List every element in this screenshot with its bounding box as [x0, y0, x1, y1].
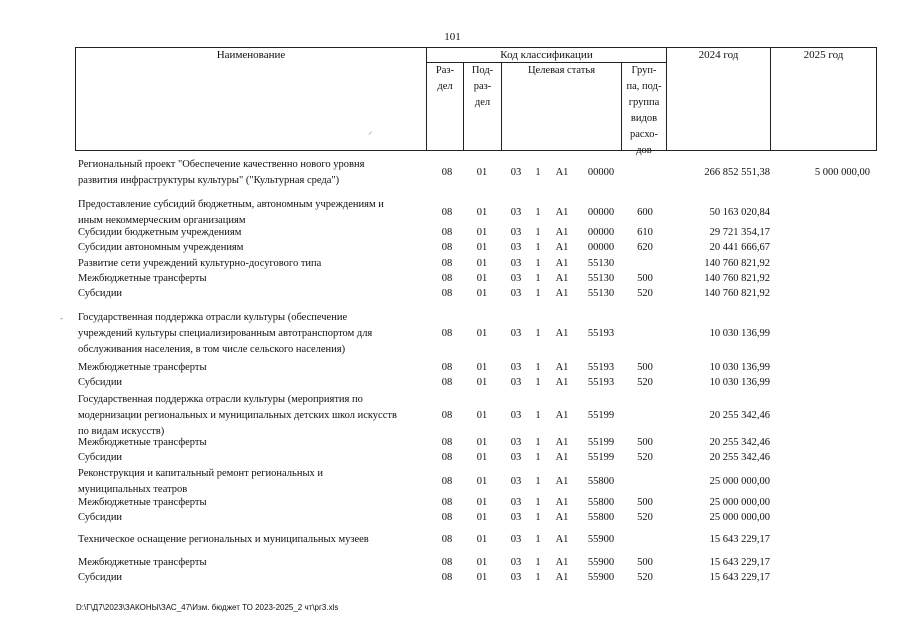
- cell-target-direction: 55193: [587, 377, 615, 388]
- cell-target-subprogram: 1: [535, 534, 541, 545]
- cell-target-direction: 55800: [587, 476, 615, 487]
- table-row: [0, 392, 905, 440]
- cell-amount-2024: 29 721 354,17: [709, 227, 770, 238]
- scan-mark: -: [60, 313, 63, 323]
- table-row: [0, 466, 905, 498]
- cell-razdel: 08: [441, 207, 453, 218]
- row-name: Межбюджетные трансферты: [78, 437, 207, 448]
- cell-amount-2024: 20 255 342,46: [709, 437, 770, 448]
- cell-target-program: 03: [510, 572, 522, 583]
- cell-target-program: 03: [510, 476, 522, 487]
- cell-razdel: 08: [441, 557, 453, 568]
- cell-razdel: 08: [441, 362, 453, 373]
- cell-razdel: 08: [441, 437, 453, 448]
- cell-target-subprogram: 1: [535, 207, 541, 218]
- cell-target-direction: 55130: [587, 288, 615, 299]
- cell-target-project: A1: [555, 328, 569, 339]
- cell-amount-2024: 10 030 136,99: [709, 362, 770, 373]
- cell-amount-2025: 5 000 000,00: [814, 167, 870, 178]
- table-row: [0, 375, 905, 391]
- cell-razdel: 08: [441, 328, 453, 339]
- cell-target-direction: 00000: [587, 207, 615, 218]
- scan-mark: ⸝: [368, 126, 373, 136]
- cell-target-subprogram: 1: [535, 288, 541, 299]
- cell-target-direction: 55199: [587, 410, 615, 421]
- cell-target-project: A1: [555, 497, 569, 508]
- table-row: [0, 360, 905, 376]
- cell-target-program: 03: [510, 557, 522, 568]
- cell-target-subprogram: 1: [535, 377, 541, 388]
- cell-razdel: 08: [441, 273, 453, 284]
- cell-target-subprogram: 1: [535, 410, 541, 421]
- cell-razdel: 08: [441, 452, 453, 463]
- cell-target-program: 03: [510, 512, 522, 523]
- row-name: Субсидии бюджетным учреждениям: [78, 227, 242, 238]
- cell-razdel: 08: [441, 572, 453, 583]
- cell-target-project: A1: [555, 452, 569, 463]
- header-2024: 2024 год: [698, 49, 739, 61]
- cell-target-subprogram: 1: [535, 167, 541, 178]
- cell-podrazdel: 01: [476, 207, 488, 218]
- cell-target-program: 03: [510, 258, 522, 269]
- header-group: Груп- па, под- группа видов расхо- дов: [626, 65, 662, 156]
- cell-target-project: A1: [555, 167, 569, 178]
- cell-podrazdel: 01: [476, 167, 488, 178]
- cell-target-program: 03: [510, 273, 522, 284]
- cell-target-direction: 55199: [587, 437, 615, 448]
- cell-podrazdel: 01: [476, 362, 488, 373]
- cell-amount-2024: 15 643 229,17: [709, 534, 770, 545]
- cell-razdel: 08: [441, 227, 453, 238]
- cell-podrazdel: 01: [476, 273, 488, 284]
- cell-target-subprogram: 1: [535, 497, 541, 508]
- cell-podrazdel: 01: [476, 227, 488, 238]
- cell-target-subprogram: 1: [535, 512, 541, 523]
- cell-target-program: 03: [510, 362, 522, 373]
- cell-expense-type: 500: [637, 437, 653, 448]
- table-row: [0, 310, 905, 358]
- cell-razdel: 08: [441, 167, 453, 178]
- cell-target-program: 03: [510, 288, 522, 299]
- table-row: [0, 256, 905, 272]
- table-row: [0, 271, 905, 287]
- page-number: 101: [444, 31, 461, 43]
- cell-target-subprogram: 1: [535, 452, 541, 463]
- cell-podrazdel: 01: [476, 452, 488, 463]
- cell-podrazdel: 01: [476, 258, 488, 269]
- cell-target-subprogram: 1: [535, 572, 541, 583]
- cell-amount-2024: 20 441 666,67: [709, 242, 770, 253]
- table-row: [0, 510, 905, 526]
- cell-podrazdel: 01: [476, 242, 488, 253]
- table-row: [0, 450, 905, 466]
- cell-target-program: 03: [510, 497, 522, 508]
- cell-target-direction: 55130: [587, 258, 615, 269]
- cell-target-subprogram: 1: [535, 227, 541, 238]
- cell-amount-2024: 10 030 136,99: [709, 328, 770, 339]
- cell-target-direction: 00000: [587, 227, 615, 238]
- cell-target-project: A1: [555, 512, 569, 523]
- cell-target-program: 03: [510, 207, 522, 218]
- cell-target-program: 03: [510, 242, 522, 253]
- table-row: [0, 435, 905, 451]
- header-razdel: Раз- дел: [435, 65, 455, 92]
- table-row: [0, 240, 905, 256]
- cell-target-project: A1: [555, 288, 569, 299]
- cell-target-subprogram: 1: [535, 437, 541, 448]
- cell-target-direction: 55900: [587, 572, 615, 583]
- cell-target-project: A1: [555, 557, 569, 568]
- cell-razdel: 08: [441, 476, 453, 487]
- cell-razdel: 08: [441, 258, 453, 269]
- cell-target-project: A1: [555, 534, 569, 545]
- row-name: Межбюджетные трансферты: [78, 273, 207, 284]
- cell-target-program: 03: [510, 437, 522, 448]
- cell-razdel: 08: [441, 288, 453, 299]
- cell-target-program: 03: [510, 452, 522, 463]
- cell-expense-type: 520: [637, 288, 653, 299]
- cell-target-subprogram: 1: [535, 258, 541, 269]
- cell-amount-2024: 140 760 821,92: [704, 288, 770, 299]
- row-name: Субсидии: [78, 512, 123, 523]
- cell-expense-type: 500: [637, 362, 653, 373]
- cell-target-direction: 00000: [587, 242, 615, 253]
- cell-target-project: A1: [555, 377, 569, 388]
- cell-expense-type: 520: [637, 452, 653, 463]
- cell-podrazdel: 01: [476, 572, 488, 583]
- cell-target-program: 03: [510, 377, 522, 388]
- cell-target-subprogram: 1: [535, 273, 541, 284]
- cell-razdel: 08: [441, 377, 453, 388]
- cell-podrazdel: 01: [476, 557, 488, 568]
- cell-podrazdel: 01: [476, 288, 488, 299]
- cell-target-project: A1: [555, 572, 569, 583]
- cell-target-subprogram: 1: [535, 557, 541, 568]
- cell-target-direction: 55900: [587, 534, 615, 545]
- cell-podrazdel: 01: [476, 534, 488, 545]
- cell-target-project: A1: [555, 437, 569, 448]
- cell-expense-type: 500: [637, 557, 653, 568]
- table-row: [0, 157, 905, 189]
- cell-razdel: 08: [441, 242, 453, 253]
- cell-target-subprogram: 1: [535, 242, 541, 253]
- row-name: Техническое оснащение региональных и муниципальных музеев: [78, 534, 369, 545]
- cell-target-project: A1: [555, 242, 569, 253]
- cell-target-project: A1: [555, 362, 569, 373]
- cell-target-program: 03: [510, 534, 522, 545]
- cell-podrazdel: 01: [476, 512, 488, 523]
- cell-target-direction: 55900: [587, 557, 615, 568]
- cell-expense-type: 520: [637, 512, 653, 523]
- row-name: Реконструкция и капитальный ремонт региональных и муниципальных театров: [78, 468, 323, 495]
- cell-target-project: A1: [555, 227, 569, 238]
- row-name: Субсидии: [78, 452, 123, 463]
- table-row: [0, 495, 905, 511]
- cell-podrazdel: 01: [476, 410, 488, 421]
- cell-amount-2024: 20 255 342,46: [709, 410, 770, 421]
- cell-target-subprogram: 1: [535, 476, 541, 487]
- row-name: Субсидии: [78, 377, 123, 388]
- header-podrazdel: Под- раз- дел: [471, 65, 494, 108]
- cell-target-direction: 55193: [587, 328, 615, 339]
- cell-target-program: 03: [510, 328, 522, 339]
- row-name: Межбюджетные трансферты: [78, 497, 207, 508]
- table-row: [0, 570, 905, 586]
- footer-path: D:\Г\Д7\2023\ЗАКОНЫ\ЗАС_47\Изм. бюджет ТО 2023-2025_2 чт\рг3.xls: [76, 603, 339, 612]
- cell-amount-2024: 266 852 551,38: [704, 167, 770, 178]
- row-name: Государственная поддержка отрасли культуры (обеспечение учреждений культуры специализированным автотранспортом для обслуживания населения, в том числе сельского населения): [78, 312, 373, 355]
- row-name: Государственная поддержка отрасли культуры (мероприятия по модернизации региональных и муниципальных детских школ искусств по видам искусств): [78, 394, 397, 437]
- row-name: Развитие сети учреждений культурно-досугового типа: [78, 258, 322, 269]
- cell-amount-2024: 140 760 821,92: [704, 258, 770, 269]
- cell-amount-2024: 25 000 000,00: [709, 497, 770, 508]
- cell-podrazdel: 01: [476, 377, 488, 388]
- cell-target-direction: 55130: [587, 273, 615, 284]
- cell-amount-2024: 25 000 000,00: [709, 476, 770, 487]
- cell-target-subprogram: 1: [535, 362, 541, 373]
- cell-expense-type: 620: [637, 242, 653, 253]
- table-row: [0, 286, 905, 302]
- cell-podrazdel: 01: [476, 497, 488, 508]
- row-name: Предоставление субсидий бюджетным, автономным учреждениям и иным некоммерческим организациям: [78, 199, 384, 226]
- cell-expense-type: 500: [637, 273, 653, 284]
- cell-target-direction: 55800: [587, 497, 615, 508]
- cell-podrazdel: 01: [476, 476, 488, 487]
- cell-podrazdel: 01: [476, 328, 488, 339]
- cell-amount-2024: 140 760 821,92: [704, 273, 770, 284]
- cell-expense-type: 520: [637, 572, 653, 583]
- cell-amount-2024: 10 030 136,99: [709, 377, 770, 388]
- header-name: Наименование: [216, 49, 286, 61]
- cell-amount-2024: 15 643 229,17: [709, 557, 770, 568]
- cell-target-direction: 55193: [587, 362, 615, 373]
- row-name: Субсидии автономным учреждениям: [78, 242, 244, 253]
- cell-razdel: 08: [441, 410, 453, 421]
- table-row: [0, 532, 905, 548]
- cell-razdel: 08: [441, 534, 453, 545]
- cell-target-project: A1: [555, 476, 569, 487]
- cell-target-project: A1: [555, 410, 569, 421]
- header-target: Целевая статья: [527, 65, 596, 76]
- cell-target-direction: 55199: [587, 452, 615, 463]
- row-name: Субсидии: [78, 288, 123, 299]
- cell-podrazdel: 01: [476, 437, 488, 448]
- cell-expense-type: 610: [637, 227, 653, 238]
- table-row: [0, 225, 905, 241]
- cell-target-project: A1: [555, 273, 569, 284]
- header-2025: 2025 год: [803, 49, 844, 61]
- cell-target-program: 03: [510, 410, 522, 421]
- row-name: Межбюджетные трансферты: [78, 362, 207, 373]
- header-code-group: Код классификации: [500, 49, 593, 61]
- row-name: Региональный проект "Обеспечение качественно нового уровня развития инфраструктуры культуры" ("Культурная среда"): [78, 159, 365, 186]
- cell-target-direction: 00000: [587, 167, 615, 178]
- cell-razdel: 08: [441, 497, 453, 508]
- row-name: Межбюджетные трансферты: [78, 557, 207, 568]
- cell-razdel: 08: [441, 512, 453, 523]
- table-row: [0, 555, 905, 571]
- cell-expense-type: 600: [637, 207, 653, 218]
- cell-amount-2024: 25 000 000,00: [709, 512, 770, 523]
- cell-expense-type: 520: [637, 377, 653, 388]
- cell-expense-type: 500: [637, 497, 653, 508]
- cell-target-project: A1: [555, 207, 569, 218]
- cell-amount-2024: 50 163 020,84: [709, 207, 770, 218]
- cell-target-direction: 55800: [587, 512, 615, 523]
- cell-target-program: 03: [510, 227, 522, 238]
- cell-target-project: A1: [555, 258, 569, 269]
- cell-target-subprogram: 1: [535, 328, 541, 339]
- cell-target-program: 03: [510, 167, 522, 178]
- cell-amount-2024: 20 255 342,46: [709, 452, 770, 463]
- row-name: Субсидии: [78, 572, 123, 583]
- cell-amount-2024: 15 643 229,17: [709, 572, 770, 583]
